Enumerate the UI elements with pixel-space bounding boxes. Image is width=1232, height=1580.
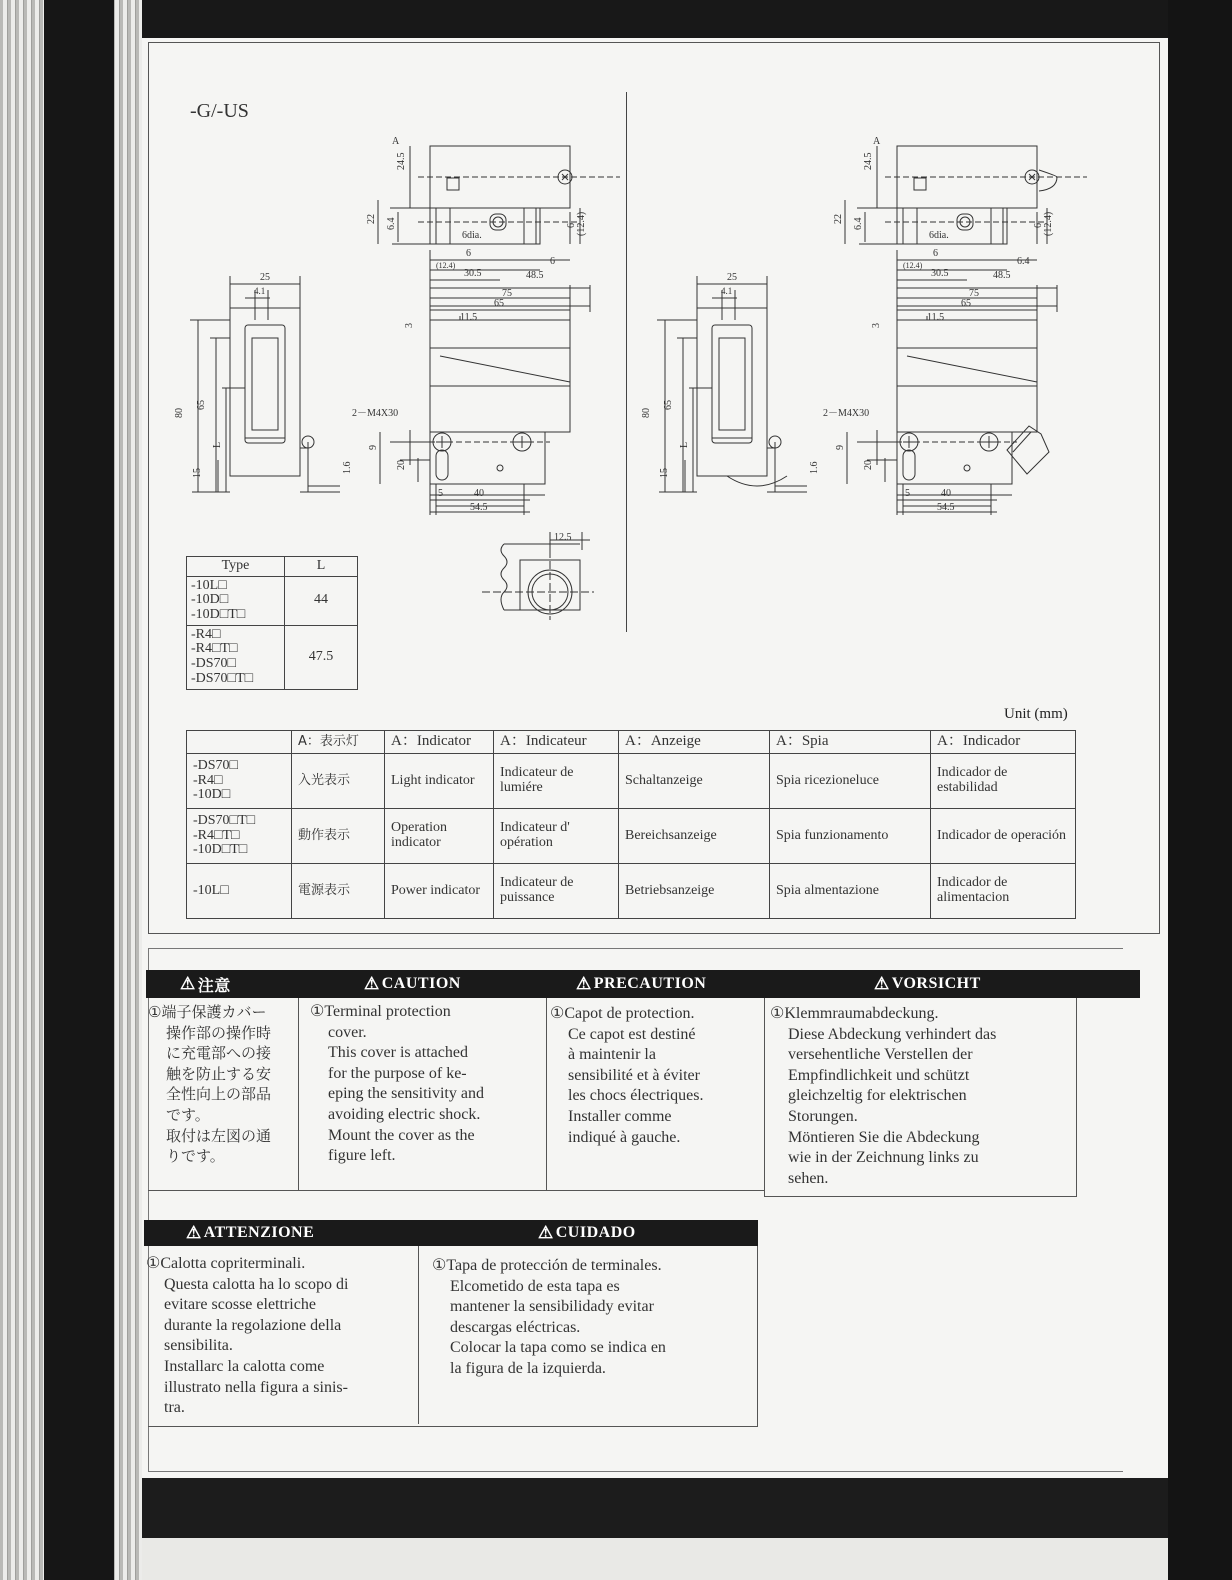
note-jp: ①端子保護カバー 操作部の操作時 に充電部への接 触を防止する安 全性向上の部品 です。 取付は左図の通 りです。 — [148, 1003, 272, 1166]
dim-label: 20 — [863, 460, 874, 470]
header-en: A：Indicator — [385, 731, 494, 754]
type-code: -10D□ — [191, 592, 229, 608]
type-code: -10L□ — [191, 577, 227, 593]
dim-label: 12.5 — [554, 532, 572, 543]
dim-label: 1.6 — [342, 461, 353, 474]
dim-label: 6 — [466, 248, 471, 259]
cell-it: Spia funzionamento — [770, 809, 931, 864]
dim-label: 24.5 — [863, 152, 874, 170]
dim-label: 9 — [368, 445, 379, 450]
table-row — [187, 809, 1076, 864]
dim-label: 3 — [871, 323, 882, 328]
dim-label: 54.5 — [937, 502, 955, 513]
dim-label: 6 — [566, 223, 577, 228]
table-row — [187, 576, 358, 625]
dim-label: 25 — [727, 272, 737, 283]
caution-header-fr: ⚠ PRECAUTION — [546, 970, 764, 998]
model-label: -G/-US — [190, 100, 249, 122]
dim-label: 4.1 — [721, 286, 733, 296]
type-code: -10D□T□ — [193, 842, 248, 858]
length-header: L — [285, 557, 358, 577]
screw-label: 2－M4X30 — [352, 408, 399, 419]
warning-triangle-icon: ⚠ — [874, 974, 890, 993]
warning-triangle-icon: ⚠ — [364, 974, 380, 993]
dim-label: (12.4) — [903, 261, 923, 270]
dim-label: 6 — [550, 256, 555, 267]
cell-en: Operation indicator — [385, 809, 494, 864]
dim-label: 48.5 — [526, 270, 544, 281]
dim-label: 40 — [941, 488, 951, 499]
dim-label: 6 — [1033, 223, 1044, 228]
type-code: -10L□ — [187, 864, 292, 919]
dim-label: 22 — [366, 214, 377, 224]
type-code: -R4□ — [191, 626, 221, 642]
type-header: Type — [187, 557, 285, 577]
cell-de: Betriebsanzeige — [619, 864, 770, 919]
dim-label: 15 — [192, 468, 203, 478]
dim-label: 6.4 — [1017, 256, 1030, 267]
dim-label: 1.6 — [809, 461, 820, 474]
dim-label: 3 — [404, 323, 415, 328]
cell-es: Indicador de operación — [931, 809, 1076, 864]
dim-label: L — [679, 441, 690, 448]
dim-label: 6dia. — [929, 230, 949, 241]
note-en: ①Terminal protection cover. This cover is attached for the purpose of ke- eping the sensitivity and avoiding electric shock. Mount the cover as the figure left. — [310, 1003, 484, 1165]
dim-label: 75 — [502, 288, 512, 299]
dim-label: 6 — [933, 248, 938, 259]
dim-label: 6.4 — [386, 217, 397, 230]
scan-border-right — [1168, 0, 1232, 1580]
dim-label: 65 — [196, 400, 207, 410]
dim-label: 75 — [969, 288, 979, 299]
header-fr: A：Indicateur — [494, 731, 619, 754]
dim-label: 5 — [438, 488, 443, 499]
caution-header-en: ⚠ CAUTION — [302, 970, 546, 998]
dim-label: 22 — [833, 214, 844, 224]
warning-triangle-icon: ⚠ — [186, 1223, 202, 1242]
indicator-table — [186, 730, 1076, 919]
dim-label: L — [212, 441, 223, 448]
dim-label: (12.4) — [436, 261, 456, 270]
length-value: 47.5 — [285, 625, 358, 689]
header-es: A：Indicador — [931, 731, 1076, 754]
dim-label: (12.4) — [576, 211, 587, 236]
scan-border-top — [142, 0, 1168, 38]
dim-label: 48.5 — [993, 270, 1011, 281]
type-code: -10D□T□ — [191, 607, 246, 623]
cell-en: Light indicator — [385, 754, 494, 809]
cell-en: Power indicator — [385, 864, 494, 919]
dim-label: 6.4 — [853, 217, 864, 230]
dimension-drawing — [160, 120, 1100, 620]
cell-jp: 入光表示 — [292, 754, 385, 809]
cell-de: Schaltanzeige — [619, 754, 770, 809]
caution-header-jp: ⚠ 注意 — [146, 970, 302, 998]
note-de: ①Klemmraumabdeckung. Diese Abdeckung verhindert das versehentliche Verstellen der Empfindlichkeit und schützt gleichzeltig for elektrischen Storungen. Möntieren Sie die Abdeckung wie in der Zeichnung links zu sehen. — [770, 1005, 997, 1187]
dim-label: 80 — [641, 408, 652, 418]
dim-label: 30.5 — [931, 268, 949, 279]
dim-label: 30.5 — [464, 268, 482, 279]
header-de: A：Anzeige — [619, 731, 770, 754]
warning-triangle-icon: ⚠ — [538, 1223, 554, 1242]
unit-label: Unit (mm) — [1004, 706, 1068, 722]
type-code: -DS70□ — [191, 656, 237, 672]
cell-fr: Indicateur de puissance — [494, 864, 619, 919]
dim-label: 65 — [494, 298, 504, 309]
cell-jp: 電源表示 — [292, 864, 385, 919]
dim-label: 24.5 — [396, 152, 407, 170]
type-code: -R4□ — [193, 772, 223, 788]
cell-es: Indicador de estabilidad — [931, 754, 1076, 809]
dim-label: 54.5 — [470, 502, 488, 513]
warning-triangle-icon: ⚠ — [180, 974, 196, 993]
cell-de: Bereichsanzeige — [619, 809, 770, 864]
caution-header-de: ⚠ VORSICHT — [764, 970, 1140, 998]
dim-label: 15 — [659, 468, 670, 478]
type-code: -R4□T□ — [191, 641, 238, 657]
caution-header-es: ⚠ CUIDADO — [418, 1220, 758, 1246]
dim-label: 25 — [260, 272, 270, 283]
blank-header — [187, 731, 292, 754]
dim-label: 4.1 — [254, 286, 266, 296]
dim-label: 80 — [174, 408, 185, 418]
dim-label: 5 — [905, 488, 910, 499]
table-row — [187, 625, 358, 689]
header-it: A：Spia — [770, 731, 931, 754]
screw-label: 2－M4X30 — [823, 408, 870, 419]
table-row — [187, 864, 1076, 919]
type-code: -R4□T□ — [193, 827, 240, 843]
scan-border-left — [0, 0, 142, 1580]
type-code: -DS70□T□ — [191, 670, 254, 686]
type-length-table — [186, 556, 358, 690]
dim-label: (12.4) — [1043, 211, 1054, 236]
note-es: ①Tapa de protección de terminales. Elcometido de esta tapa es mantener la sensibilidady evitar descargas eléctricas. Colocar la tapa como se indica en la figura de la izquierda. — [432, 1257, 666, 1377]
scan-border-bottom — [142, 1478, 1168, 1538]
dim-label: 65 — [961, 298, 971, 309]
table-row — [187, 754, 1076, 809]
type-code: -10D□ — [193, 787, 231, 803]
note-fr: ①Capot de protection. Ce capot est destiné à maintenir la sensibilité et à éviter les chocs électriques. Installer comme indiqué à gauche. — [550, 1005, 704, 1146]
type-code: -DS70□T□ — [193, 812, 256, 828]
dim-label: 11.5 — [927, 312, 945, 323]
note-it: ①Calotta copriterminali. Questa calotta ha lo scopo di evitare scosse elettriche durante la regolazione della sensibilita. Installarc la calotta come illustrato nella figura a sinis- tra. — [146, 1255, 349, 1417]
caution-header-it: ⚠ ATTENZIONE — [144, 1220, 418, 1246]
cell-it: Spia almentazione — [770, 864, 931, 919]
indicator-a-label: A — [873, 136, 881, 147]
dim-label: 20 — [396, 460, 407, 470]
type-code: -DS70□ — [193, 757, 239, 773]
cell-es: Indicador de alimentacion — [931, 864, 1076, 919]
dim-label: 65 — [663, 400, 674, 410]
dim-label: 6dia. — [462, 230, 482, 241]
header-jp: A：表示灯 — [292, 731, 385, 754]
warning-triangle-icon: ⚠ — [576, 974, 592, 993]
dim-label: 40 — [474, 488, 484, 499]
dim-label: 9 — [835, 445, 846, 450]
cell-it: Spia ricezioneluce — [770, 754, 931, 809]
cell-fr: Indicateur d' opération — [494, 809, 619, 864]
cell-fr: Indicateur de lumiére — [494, 754, 619, 809]
length-value: 44 — [285, 576, 358, 625]
dim-label: 11.5 — [460, 312, 478, 323]
cell-jp: 動作表示 — [292, 809, 385, 864]
indicator-a-label: A — [392, 136, 400, 147]
